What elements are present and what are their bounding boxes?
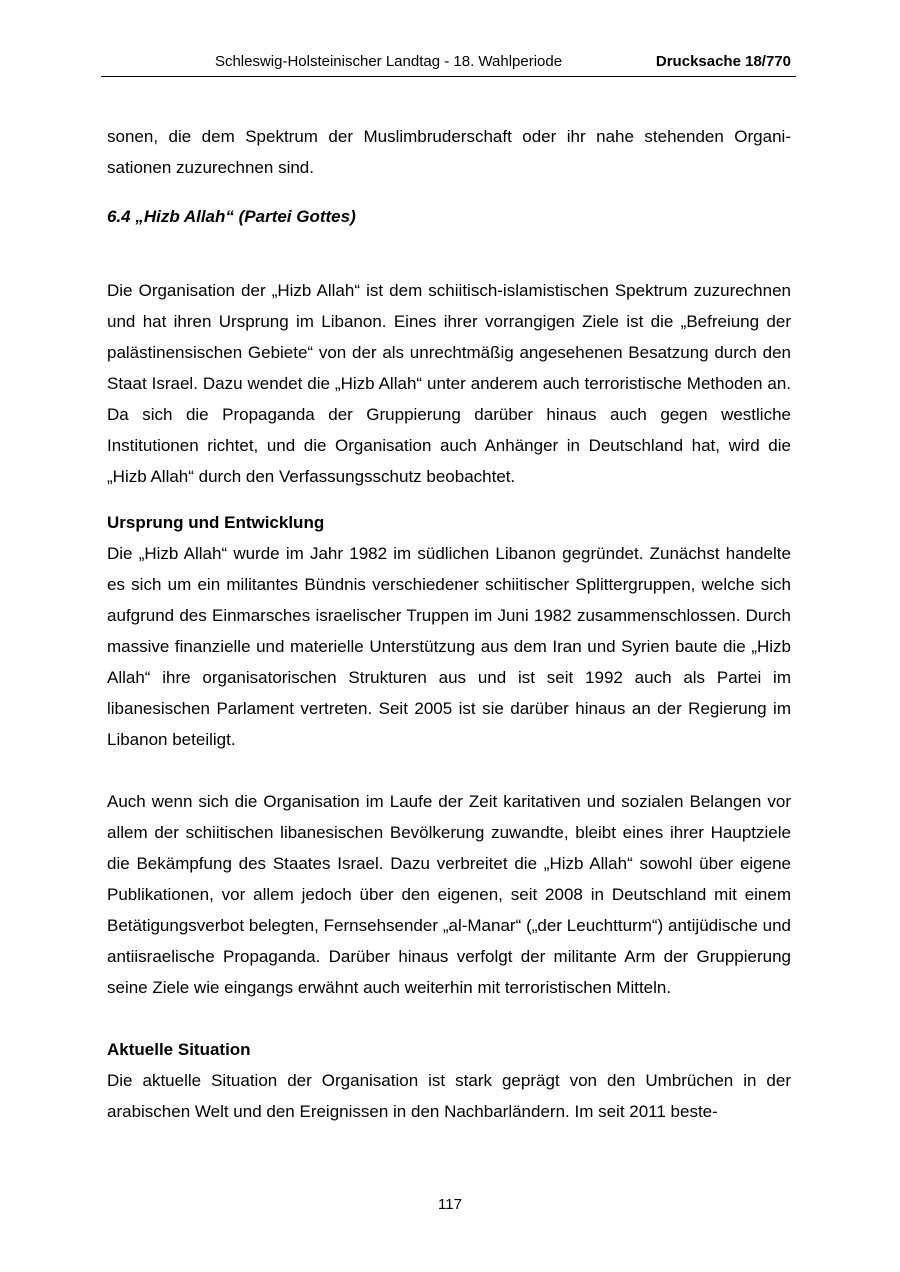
goals-paragraph: Auch wenn sich die Organisation im Laufe der Zeit karitativen und sozialen Belangen vor allem der schiitischen libanesischen Bevölkerung zuwandte, bleibt eines ihrer Hauptziele die Bekämpfung des Staates Israel. Dazu verbreitet die „Hizb Allah“ sowohl über eigene Publikationen, vor allem jedoch über den eigenen, seit 2008 in Deutschland mit einem Betätigungsverbot belegten, Fernsehsender „al-Manar“ („der Leuchtturm“) antijüdische und antiisraelische Propaganda. Darüber hinaus verfolgt der militante Arm der Gruppierung seine Ziele wie eingangs erwähnt auch weiterhin mit terroristischen Mitteln. (107, 792, 791, 997)
current-situation-paragraph: Die aktuelle Situation der Organisation ist stark geprägt von den Umbrüchen in der arabischen Welt und den Ereignissen in den Nachbarländern. Im seit 2011 beste- (107, 1071, 791, 1121)
page-body (107, 121, 791, 1127)
subheading-origin: Ursprung und Entwicklung (107, 513, 325, 532)
subheading-current-situation: Aktuelle Situation (107, 1040, 251, 1059)
origin-paragraph: Die „Hizb Allah“ wurde im Jahr 1982 im südlichen Libanon gegründet. Zunächst handelte es sich um ein militantes Bündnis verschiedener schiitischer Splittergruppen, welche sich aufgrund des Einmarsches israelischer Truppen im Juni 1982 zusammenschlossen. Durch massive finanzielle und materielle Unterstützung aus dem Iran und Syrien baute die „Hizb Allah“ ihre organisatorischen Strukturen aus und ist seit 1992 auch als Partei im libanesischen Parlament vertreten. Seit 2005 ist sie darüber hinaus an der Regierung im Libanon beteiligt. (107, 544, 791, 749)
page-number: 117 (438, 1196, 462, 1213)
hizb-allah-intro-paragraph: Die Organisation der „Hizb Allah“ ist dem schiitisch-islamistischen Spektrum zuzurechnen und hat ihren Ursprung im Libanon. Eines ihrer vorrangigen Ziele ist die „Befreiung der palästinensischen Gebiete“ von der als unrechtmäßig angesehenen Besatzung durch den Staat Israel. Dazu wendet die „Hizb Allah“ unter anderem auch terroristische Methoden an. Da sich die Propaganda der Gruppierung darüber hinaus auch gegen westliche Institutionen richtet, und die Organisation auch Anhänger in Deutschland hat, wird die „Hizb Allah“ durch den Verfassungsschutz beobachtet. (107, 281, 791, 486)
intro-continuation-paragraph: sonen, die dem Spektrum der Muslimbruderschaft oder ihr nahe stehenden Organisationen zuzurechnen sind. (107, 127, 791, 177)
section-title: 6.4 „Hizb Allah“ (Partei Gottes) (107, 207, 356, 226)
header-title: Schleswig-Holsteinischer Landtag - 18. Wahlperiode (214, 53, 563, 70)
page-header (101, 52, 796, 77)
document-number: Drucksache 18/770 (655, 53, 791, 70)
